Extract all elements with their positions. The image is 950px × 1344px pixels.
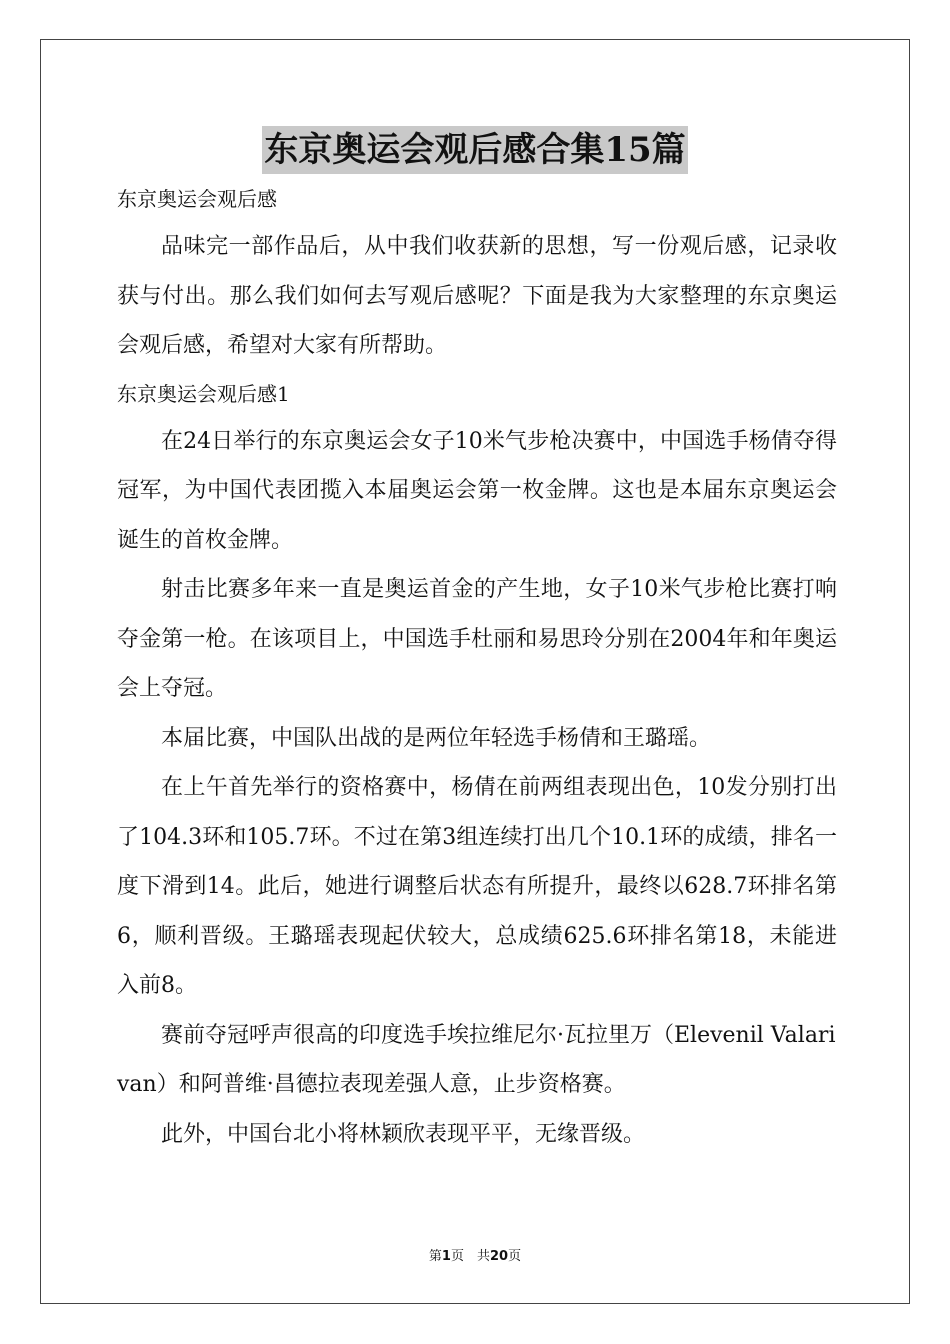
section-heading: 东京奥运会观后感1 <box>117 381 290 406</box>
body-paragraph: 赛前夺冠呼声很高的印度选手埃拉维尼尔·瓦拉里万（Elevenil Valarivan）和阿普维·昌德拉表现差强人意，止步资格赛。 <box>117 1022 836 1097</box>
intro-paragraph: 品味完一部作品后，从中我们收获新的思想，写一份观后感，记录收获与付出。那么我们如何去写观后感呢？下面是我为大家整理的东京奥运会观后感，希望对大家有所帮助。 <box>117 234 837 358</box>
body-paragraph: 在上午首先举行的资格赛中，杨倩在前两组表现出色，10发分别打出了104.3环和105.7环。不过在第3组连续打出几个10.1环的成绩，排名一度下滑到14。此后，她进行调整后状态有所提升，最终以628.7环排名第6，顺利晋级。王璐瑶表现起伏较大，总成绩625.6环排名第18，未能进入前8。 <box>117 775 837 998</box>
current-page-number: 1 <box>441 1249 451 1264</box>
body-paragraph: 此外，中国台北小将林颖欣表现平平，无缘晋级。 <box>161 1121 646 1147</box>
document-title-row <box>0 126 950 174</box>
body-paragraph: 本届比赛，中国队出战的是两位年轻选手杨倩和王璐瑶。 <box>161 725 712 751</box>
page-label-suffix: 页 <box>508 1249 522 1264</box>
total-page-number: 20 <box>489 1249 509 1264</box>
document-body <box>117 176 837 1159</box>
intro-heading: 东京奥运会观后感 <box>117 187 277 211</box>
body-paragraph: 射击比赛多年来一直是奥运首金的产生地，女子10米气步枪比赛打响夺金第一枪。在该项目上，中国选手杜丽和易思玲分别在2004年和年奥运会上夺冠。 <box>117 577 837 701</box>
document-title: 东京奥运会观后感合集15篇 <box>262 126 687 174</box>
page-label-mid: 页 共 <box>450 1249 490 1264</box>
body-paragraph: 在24日举行的东京奥运会女子10米气步枪决赛中，中国选手杨倩夺得冠军，为中国代表团揽入本届奥运会第一枚金牌。这也是本届东京奥运会诞生的首枚金牌。 <box>117 428 837 553</box>
page-label-prefix: 第 <box>428 1249 442 1264</box>
page-footer <box>0 1248 950 1266</box>
